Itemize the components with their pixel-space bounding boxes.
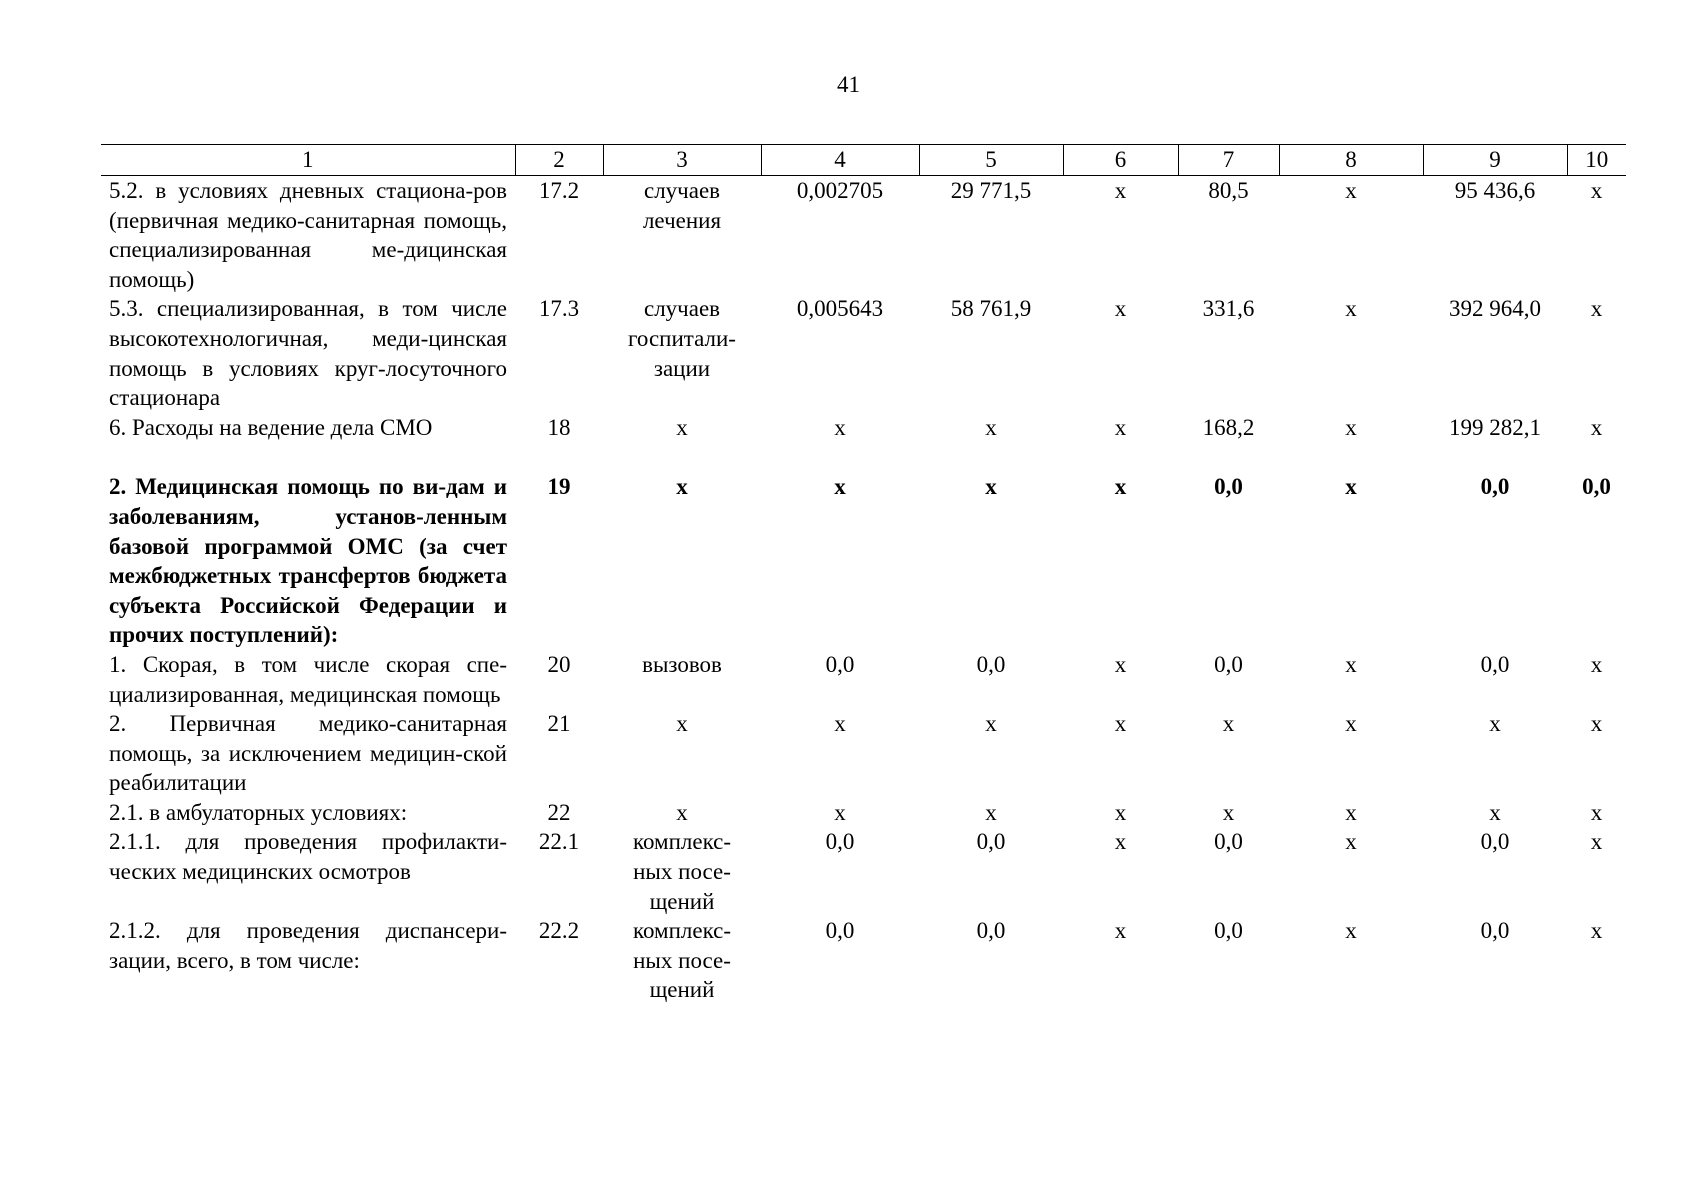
table-row [101,650,1626,709]
value-cell: х [985,414,997,440]
value-cell: 0,0 [825,829,855,855]
value-cell: х [1114,178,1127,203]
row-number: 20 [547,651,571,677]
value-cell: 80,5 [1208,178,1249,203]
value-cell: х [985,711,997,737]
row-description: 5.3. специализированная, в том числе высокотехнологичная, меди-цинская помощь в условиях круг-лосуточного стационара [109,296,507,411]
value-cell: х [834,414,846,440]
column-header: 5 [919,145,1063,176]
value-cell: х [1345,414,1357,440]
value-cell: х [1590,296,1603,322]
value-cell: х [1345,296,1357,322]
value-cell: х [1345,474,1357,500]
value-cell: 0,0 [976,918,1006,944]
row-number: 17.3 [538,296,580,322]
value-cell: 199 282,1 [1449,414,1541,440]
row-description: 1. Скорая, в том числе скорая спе-циализированная, медицинская помощь [109,651,507,707]
row-description: 2.1. в амбулаторных условиях: [109,799,408,825]
value-cell: х [1114,474,1127,500]
unit-cell: вызовов [642,651,722,677]
row-number: 21 [547,711,571,737]
value-cell: х [1590,829,1603,855]
value-cell: х [1114,651,1127,677]
value-cell: х [985,799,997,825]
column-header: 6 [1063,145,1178,176]
value-cell: 0,0 [1480,651,1510,677]
value-cell: х [1345,829,1357,855]
value-cell: х [1489,711,1501,737]
value-cell: х [1114,799,1127,825]
value-cell: 0,0 [976,829,1006,855]
value-cell: х [834,799,846,825]
value-cell: 95 436,6 [1454,178,1536,203]
value-cell: х [1590,799,1603,825]
value-cell: х [1345,651,1357,677]
value-cell: х [834,474,846,500]
value-cell: 0,0 [825,651,855,677]
row-description: 2.1.2. для проведения диспансери-зации, всего, в том числе: [109,918,507,973]
value-cell: х [1114,918,1127,944]
value-cell: х [1489,799,1501,825]
spacer-row [101,442,1626,472]
row-number: 22.2 [538,918,580,944]
value-cell: 0,0 [976,651,1006,677]
value-cell: х [1590,651,1603,677]
unit-cell: комплекс- ных посе- щений [632,918,732,1003]
value-cell: 29 771,5 [950,178,1032,203]
row-number: 22 [547,799,571,825]
value-cell: х [1345,918,1357,944]
value-cell: 0,0 [1214,829,1243,855]
value-cell: 0,0 [1214,474,1243,500]
table-row [101,294,1626,412]
column-header: 1 [101,145,515,176]
value-cell: х [1590,918,1603,944]
value-cell: 331,6 [1202,296,1255,322]
value-cell: х [1114,296,1127,322]
value-cell: х [985,474,997,500]
value-cell: 0,0 [1480,474,1510,500]
page-number: 41 [837,72,860,97]
value-cell: 0,005643 [796,296,884,322]
row-number: 19 [547,474,571,500]
column-header: 8 [1279,145,1423,176]
value-cell: 0,0 [1480,918,1510,944]
column-header: 2 [515,145,603,176]
column-header: 10 [1567,145,1626,176]
value-cell: 58 761,9 [950,296,1032,322]
column-header: 9 [1423,145,1567,176]
value-cell: 168,2 [1202,414,1255,440]
value-cell: 0,0 [1480,829,1510,855]
table-row [101,709,1626,798]
table-header [101,145,1626,176]
value-cell: 0,0 [1214,651,1243,677]
unit-cell: случаев госпитали- зации [628,296,736,381]
section-description: 2. Медицинская помощь по ви-дам и заболеваниям, установ-ленным базовой программой ОМС (за счет межбюджетных трансфертов бюджета субъекта Российской Федерации и прочих поступлений): [109,474,507,648]
value-cell: 0,0 [1214,918,1243,944]
row-description: 2.1.1. для проведения профилакти-ческих медицинских осмотров [109,829,507,885]
unit-cell: х [676,414,688,440]
row-number: 22.1 [538,829,580,855]
data-table [101,144,1626,1005]
column-header: 4 [761,145,919,176]
value-cell: х [1222,799,1235,825]
value-cell: х [1114,829,1127,855]
unit-cell: х [676,474,688,500]
spacer-cell [101,442,1626,472]
unit-cell: комплекс- ных посе- щений [632,829,732,914]
value-cell: х [1590,178,1603,203]
table-row [101,827,1626,916]
value-cell: х [834,711,846,737]
unit-cell: х [676,711,688,737]
row-description: 5.2. в условиях дневных стациона-ров (первичная медико-санитарная помощь, специализированная ме-дицинская помощь) [109,178,507,292]
column-header: 3 [603,145,761,176]
row-description: 6. Расходы на ведение дела СМО [109,414,433,440]
value-cell: х [1114,414,1127,440]
unit-cell: х [676,799,688,825]
row-number: 18 [547,414,571,440]
value-cell: 392 964,0 [1449,296,1541,322]
value-cell: х [1345,178,1357,203]
table-body [101,176,1626,1006]
table-row [101,916,1626,1005]
header-row [101,145,1626,176]
value-cell: 0,0 [825,918,855,944]
value-cell: х [1345,799,1357,825]
value-cell: х [1590,414,1603,440]
value-cell: х [1114,711,1127,737]
value-cell: х [1345,711,1357,737]
value-cell: х [1590,711,1603,737]
table-row [101,413,1626,443]
value-cell: х [1222,711,1235,737]
section-row [101,472,1626,650]
table-row [101,176,1626,295]
value-cell: 0,002705 [796,178,884,203]
column-header: 7 [1178,145,1279,176]
value-cell: 0,0 [1582,474,1611,500]
table-row [101,798,1626,828]
row-description: 2. Первичная медико-санитарная помощь, за исключением медицин-ской реабилитации [109,711,507,796]
unit-cell: случаев лечения [642,178,722,233]
row-number: 17.2 [538,178,580,203]
